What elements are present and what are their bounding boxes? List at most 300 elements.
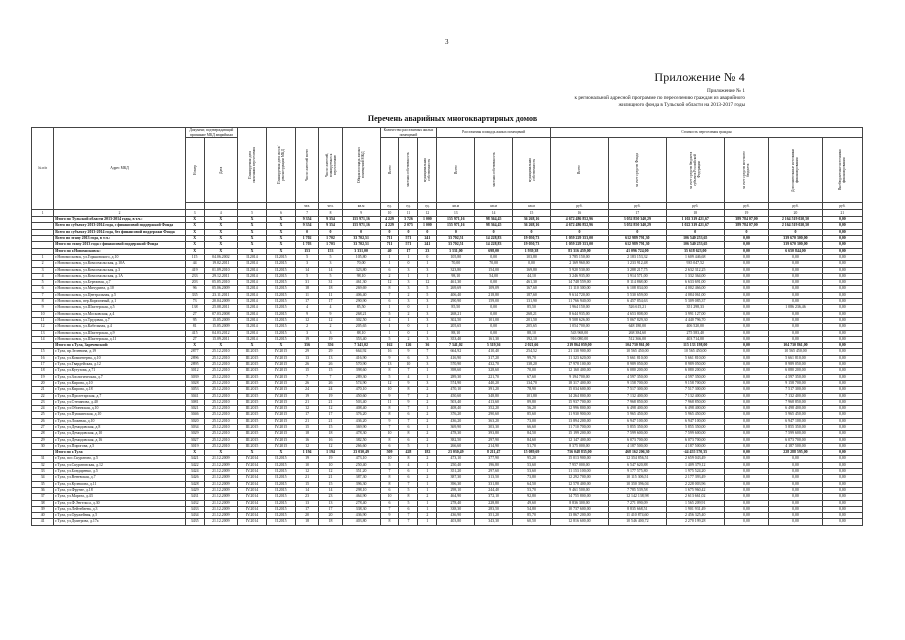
table-cell: 4: [380, 317, 399, 323]
table-cell: 1 939,38: [513, 248, 551, 254]
address-cell: г.Тула, ул.Дмитрова, д.17а: [54, 519, 185, 525]
table-cell: 26: [295, 380, 318, 386]
table-cell: 70,00: [475, 261, 513, 267]
header-cost-extra2: [822, 138, 862, 203]
table-cell: 711: [380, 242, 399, 248]
table-cell: 283,50: [475, 506, 513, 512]
table-cell: 54,00: [475, 273, 513, 279]
table-cell: 24: [32, 406, 54, 412]
table-cell: 12: [319, 406, 342, 412]
unit-cell: кв.м: [475, 203, 513, 210]
table-cell: 15 089,69: [513, 450, 551, 456]
table-cell: 396,30: [437, 481, 475, 487]
table-cell: 19: [319, 456, 342, 462]
table-cell: 6 633 691,00: [666, 280, 724, 286]
table-cell: 11 710 700,00: [550, 424, 608, 430]
table-cell: 0,00: [822, 317, 862, 323]
table-cell: 8: [399, 494, 418, 500]
table-cell: 7 599 600,00: [608, 431, 666, 437]
table-cell: 0,00: [822, 292, 862, 298]
table-cell: 9: [295, 311, 318, 317]
table-cell: 241: [418, 242, 437, 248]
table-cell: 0,00: [822, 236, 862, 242]
table-cell: 8: [380, 286, 399, 292]
table-cell: 0,00: [724, 462, 769, 468]
table-cell: 7: [380, 292, 399, 298]
table-cell: 10 546 400,72: [608, 519, 666, 525]
table-cell: 5 319,36: [475, 343, 513, 349]
header-residents: [295, 128, 318, 203]
table-cell: IV.2014: [238, 506, 267, 512]
table-cell: 0: [399, 305, 418, 311]
table-cell: 396,30: [342, 481, 380, 487]
table-cell: 1 914 571,00: [608, 273, 666, 279]
table-cell: 29: [32, 437, 54, 443]
table-cell: 2896: [185, 355, 204, 361]
table-cell: X: [266, 236, 295, 242]
subtitle-line: Приложение № 1: [707, 88, 745, 94]
table-cell: 115 133 198,00: [666, 343, 724, 349]
table-cell: 8 644 935,00: [550, 311, 608, 317]
table-cell: 21.12.2009: [204, 519, 237, 525]
table-cell: 0,00: [769, 519, 822, 525]
table-cell: 155 971,16: [437, 217, 475, 223]
table-cell: 15 034 600,00: [550, 387, 608, 393]
table-cell: 9: [399, 380, 418, 386]
table-cell: 473,10: [342, 456, 380, 462]
table-cell: 0,00: [769, 469, 822, 475]
unit-cell: кв.м: [342, 203, 380, 210]
table-cell: 0,00: [769, 481, 822, 487]
table-cell: III.2015: [238, 437, 267, 443]
table-cell: 182: [418, 450, 437, 456]
table-cell: 0,00: [724, 374, 769, 380]
table-cell: 6 947 100,00: [666, 418, 724, 424]
table-body: [32, 217, 863, 526]
table-cell: 6 073 700,00: [608, 437, 666, 443]
table-cell: 1 194: [319, 450, 342, 456]
table-cell: 403 714,00: [666, 336, 724, 342]
address-cell: г.Тула, ул.Веневская, д.7: [54, 475, 185, 481]
column-number-cell: 1: [32, 210, 54, 217]
table-cell: 6: [399, 469, 418, 475]
header-area-total2: [437, 138, 475, 203]
table-cell: 19: [295, 456, 318, 462]
table-cell: 14 228,83: [475, 242, 513, 248]
table-cell: 04.06.2002: [204, 254, 237, 260]
table-cell: 4 672 486 852,96: [550, 217, 608, 223]
table-cell: 40: [380, 248, 399, 254]
table-cell: 201,50: [513, 317, 551, 323]
table-cell: 0,00: [822, 311, 862, 317]
table-cell: 9: [380, 418, 399, 424]
table-cell: X: [204, 248, 237, 254]
table-cell: 131,90: [513, 299, 551, 305]
table-cell: 0,00: [822, 437, 862, 443]
table-cell: 3 726: [399, 217, 418, 223]
table-cell: 18 317 400,00: [550, 380, 608, 386]
table-cell: III.2015: [238, 368, 267, 374]
table-cell: 6: [380, 443, 399, 449]
table-cell: III.2015: [238, 443, 267, 449]
table-cell: 0,00: [724, 380, 769, 386]
table-cell: III.2015: [238, 431, 267, 437]
table-cell: 7 132 400,00: [608, 393, 666, 399]
table-cell: 363,20: [475, 418, 513, 424]
table-cell: 0: [550, 229, 608, 235]
table-cell: II.2015: [266, 280, 295, 286]
table-cell: IV.2015: [266, 399, 295, 405]
data-table: [31, 127, 863, 526]
column-number-cell: 20: [769, 210, 822, 217]
table-cell: 5 067 829,30: [608, 317, 666, 323]
table-cell: 290,90: [437, 299, 475, 305]
table-cell: 464,90: [437, 494, 475, 500]
address-cell: г.Тула, ул.Пушкинская, д.10: [54, 412, 185, 418]
table-cell: 21: [319, 418, 342, 424]
table-cell: 13: [295, 355, 318, 361]
table-cell: 0,00: [724, 242, 769, 248]
table-cell: 0,00: [769, 261, 822, 267]
table-cell: 3027: [185, 437, 204, 443]
table-cell: 0,00: [475, 330, 513, 336]
table-cell: 4 084 061,00: [666, 292, 724, 298]
table-cell: 1: [418, 519, 437, 525]
table-cell: 0,00: [822, 267, 862, 273]
table-cell: 25.12.2010: [204, 437, 237, 443]
table-cell: 18: [319, 286, 342, 292]
table-cell: 7 968 850,00: [666, 399, 724, 405]
table-cell: 0,00: [724, 324, 769, 330]
table-cell: 22: [32, 393, 54, 399]
table-cell: 3: [295, 261, 318, 267]
table-cell: 0,00: [724, 330, 769, 336]
table-cell: 416,90: [342, 355, 380, 361]
table-cell: 16: [380, 349, 399, 355]
unit-cell: [266, 203, 295, 210]
table-cell: 88,10: [342, 330, 380, 336]
table-cell: 233: [185, 273, 204, 279]
table-cell: 5: [319, 254, 342, 260]
table-cell: 15: [319, 424, 342, 430]
table-cell: IV.2014: [238, 513, 267, 519]
table-cell: IV.2015: [266, 437, 295, 443]
table-cell: 3426: [185, 475, 204, 481]
table-cell: 0,00: [822, 380, 862, 386]
table-cell: 8: [399, 387, 418, 393]
table-cell: 101,80: [513, 393, 551, 399]
table-cell: II.2015: [266, 305, 295, 311]
table-cell: 49,60: [513, 500, 551, 506]
address-cell: г.Тула, ул.Бондаренко, д.5: [54, 469, 185, 475]
table-cell: 14: [319, 487, 342, 493]
table-cell: 64,50: [513, 481, 551, 487]
table-cell: 115: [185, 254, 204, 260]
table-cell: 0,00: [724, 500, 769, 506]
table-cell: X: [204, 223, 237, 229]
table-cell: 2: [319, 324, 342, 330]
table-cell: 7 341,02: [342, 343, 380, 349]
table-cell: 278,40: [437, 500, 475, 506]
table-cell: 289,30: [342, 374, 380, 380]
table-cell: 10: [399, 362, 418, 368]
table-cell: 0: [475, 229, 513, 235]
table-cell: 6 080 200,00: [608, 368, 666, 374]
table-cell: 17: [399, 248, 418, 254]
table-cell: 73,00: [513, 418, 551, 424]
table-cell: 3 288 217,75: [608, 267, 666, 273]
group-total-row: [32, 223, 863, 229]
header-rooms-municipal: [418, 138, 437, 203]
table-cell: 7 132 400,00: [666, 393, 724, 399]
header-planned-demolition: [266, 128, 295, 203]
table-cell: 351 298,33: [666, 305, 724, 311]
table-cell: 2: [418, 431, 437, 437]
header-residents-label: Число жителей всего: [305, 148, 310, 182]
table-cell: 353,40: [437, 336, 475, 342]
table-cell: IV.2014: [238, 500, 267, 506]
table-cell: 2: [418, 387, 437, 393]
table-cell: 3: [319, 330, 342, 336]
table-cell: 2: [399, 336, 418, 342]
table-cell: 297,60: [475, 469, 513, 475]
table-cell: 450,60: [342, 393, 380, 399]
table-cell: II.2014: [238, 317, 267, 323]
table-cell: 7: [380, 469, 399, 475]
table-cell: 126: [399, 343, 418, 349]
header-address: Адрес МКД: [54, 128, 185, 210]
table-cell: 12: [319, 469, 342, 475]
table-cell: 95: [185, 317, 204, 323]
table-cell: 2 177 393,49: [666, 475, 724, 481]
table-cell: 24: [295, 387, 318, 393]
table-cell: 1 194: [295, 450, 318, 456]
table-cell: 3: [418, 311, 437, 317]
table-cell: 2 270 199,28: [666, 519, 724, 525]
column-number-cell: 18: [666, 210, 724, 217]
table-cell: X: [185, 343, 204, 349]
table-cell: 70,00: [437, 261, 475, 267]
column-number-cell: 14: [475, 210, 513, 217]
header-area-private-label: частная собственность: [491, 152, 496, 188]
table-cell: 0: [380, 229, 399, 235]
table-cell: 05.05.2010: [204, 280, 237, 286]
table-cell: IV.2015: [266, 393, 295, 399]
table-cell: 9 177 575,80: [608, 469, 666, 475]
table-cell: 1 975 524,20: [666, 469, 724, 475]
table-cell: 17: [295, 299, 318, 305]
table-cell: 0,00: [822, 418, 862, 424]
table-cell: 21.12.2009: [204, 456, 237, 462]
table-cell: 15.05.2009: [204, 324, 237, 330]
unit-cell: руб.: [608, 203, 666, 210]
table-cell: 7 968 850,00: [769, 399, 822, 405]
table-cell: 85,60: [513, 412, 551, 418]
table-cell: 31: [295, 280, 318, 286]
table-cell: 4 440 796,70: [666, 317, 724, 323]
table-cell: 0,00: [769, 254, 822, 260]
table-cell: 17 978 100,00: [550, 362, 608, 368]
table-cell: 711: [380, 236, 399, 242]
table-cell: IV.2014: [238, 481, 267, 487]
column-number-cell: 13: [437, 210, 475, 217]
table-cell: 12: [380, 280, 399, 286]
table-cell: 15: [319, 368, 342, 374]
table-cell: 1: [380, 261, 399, 267]
table-cell: 7 517 300,00: [608, 387, 666, 393]
table-cell: X: [185, 229, 204, 235]
table-cell: 32: [32, 462, 54, 468]
table-cell: 1 332 364,00: [666, 273, 724, 279]
table-cell: 9 158 700,00: [608, 380, 666, 386]
table-cell: 14 264 800,00: [550, 393, 608, 399]
table-cell: 2: [418, 418, 437, 424]
address-cell: г.Тула, ул.Ф.Энгельса, д.30: [54, 500, 185, 506]
table-cell: 0,00: [769, 494, 822, 500]
table-cell: 19 050,73: [513, 236, 551, 242]
table-cell: 15: [295, 424, 318, 430]
table-cell: 0,00: [724, 280, 769, 286]
header-rooms-group-label: Количество расселяемых жилых помещений: [383, 128, 434, 137]
table-cell: 461,30: [437, 280, 475, 286]
table-cell: 0,00: [724, 299, 769, 305]
address-cell: г.Тула, ул.Кирова, д.18: [54, 387, 185, 393]
table-cell: X: [238, 223, 267, 229]
table-cell: 21.12.2009: [204, 487, 237, 493]
table-cell: 297,90: [475, 437, 513, 443]
table-cell: 10: [380, 431, 399, 437]
column-number-cell: 16: [550, 210, 608, 217]
table-cell: 574,90: [437, 380, 475, 386]
table-cell: 266,60: [437, 443, 475, 449]
table-cell: 27: [185, 336, 204, 342]
address-cell: г.Новомосковск, ул.Шахтерская, д.9: [54, 330, 185, 336]
table-cell: 6: [380, 299, 399, 305]
header-cost-local-label: за счет средств местного бюджета: [742, 151, 751, 190]
table-cell: II.2015: [266, 336, 295, 342]
table-cell: 8: [380, 481, 399, 487]
table-cell: 19.02.2011: [204, 261, 237, 267]
table-cell: 5 309 085,37: [666, 299, 724, 305]
table-cell: 51,70: [513, 443, 551, 449]
table-cell: X: [238, 343, 267, 349]
table-cell: 3 991 127,00: [666, 311, 724, 317]
table-cell: 105,80: [342, 254, 380, 260]
table-cell: 7: [399, 418, 418, 424]
table-cell: 0,00: [822, 336, 862, 342]
table-cell: 1 702: [319, 236, 342, 242]
table-cell: 0: [418, 229, 437, 235]
table-cell: 3 331,00: [342, 248, 380, 254]
address-cell: г.Тула, ул.Гвардейская, д.12: [54, 362, 185, 368]
table-cell: X: [185, 248, 204, 254]
table-cell: 0,00: [822, 229, 862, 235]
table-cell: 5 855 350,00: [608, 424, 666, 430]
table-cell: II.2014: [238, 299, 267, 305]
table-cell: 406,40: [437, 292, 475, 298]
table-cell: 07.03.2008: [204, 311, 237, 317]
table-cell: 99,70: [513, 355, 551, 361]
table-cell: 0,00: [724, 355, 769, 361]
address-cell: г.Тула, ул.Ложевая, д.10: [54, 418, 185, 424]
table-cell: 13: [319, 355, 342, 361]
address-cell: г.Новомосковск, ул.Мичурина, д.10: [54, 286, 185, 292]
table-cell: 2 075: [399, 223, 418, 229]
address-cell: г.Тула, ул.Фрунзе, д.18: [54, 487, 185, 493]
table-cell: 25.12.2010: [204, 393, 237, 399]
table-cell: 7: [380, 424, 399, 430]
table-cell: II.2014: [238, 267, 267, 273]
address-cell: Всего по субъекту 2013-2014 года, без финансовой поддержки Фонда: [54, 229, 185, 235]
table-cell: 9 194 700,00: [550, 374, 608, 380]
table-cell: 38: [32, 500, 54, 506]
address-cell: г.Тула, ул.Пирогова, д.5: [54, 443, 185, 449]
table-cell: X: [266, 343, 295, 349]
table-cell: 153: [319, 248, 342, 254]
table-cell: III.2015: [238, 406, 267, 412]
table-cell: 389 784 07,00: [724, 223, 769, 229]
table-cell: 2 659 043,49: [666, 456, 724, 462]
table-cell: II.2014: [238, 330, 267, 336]
table-cell: 15: [295, 368, 318, 374]
column-number-cell: 10: [380, 210, 399, 217]
table-cell: 2 164 519 020,50: [769, 223, 822, 229]
table-cell: 268,21: [342, 311, 380, 317]
table-cell: 328,60: [475, 368, 513, 374]
table-cell: 36 268,16: [513, 217, 551, 223]
table-cell: 33 702,51: [342, 242, 380, 248]
table-cell: 19: [32, 374, 54, 380]
table-cell: 7 968 850,00: [608, 399, 666, 405]
table-cell: 4 597 350,00: [608, 374, 666, 380]
header-cost-fund-label: за счет средств Фонда: [635, 153, 640, 188]
table-cell: 509: [380, 450, 399, 456]
table-cell: X: [204, 229, 237, 235]
table-cell: 25.12.2010: [204, 399, 237, 405]
table-cell: II.2015: [266, 317, 295, 323]
table-cell: 335: [185, 292, 204, 298]
table-cell: 3: [399, 267, 418, 273]
table-cell: II.2015: [266, 254, 295, 260]
table-cell: 664,92: [437, 349, 475, 355]
table-cell: IV.2015: [266, 368, 295, 374]
table-cell: 2: [418, 475, 437, 481]
table-cell: 0,00: [724, 273, 769, 279]
table-cell: 8 989 050,00: [769, 362, 822, 368]
table-cell: 196,80: [475, 462, 513, 468]
address-cell: г.Тула, пос.Скуратово, д.5: [54, 456, 185, 462]
table-cell: X: [204, 343, 237, 349]
table-cell: 1 054 700,00: [550, 324, 608, 330]
table-cell: 6: [399, 437, 418, 443]
table-cell: 3: [418, 355, 437, 361]
table-cell: 3046: [185, 412, 204, 418]
table-cell: 3: [418, 362, 437, 368]
table-cell: 313,50: [475, 475, 513, 481]
table-cell: 41 096 724,00: [608, 248, 666, 254]
table-cell: 18: [32, 368, 54, 374]
table-cell: 0,00: [822, 487, 862, 493]
table-cell: 1 059 229 353,00: [550, 242, 608, 248]
table-cell: 382,50: [437, 437, 475, 443]
table-cell: 8 114 868,00: [608, 280, 666, 286]
table-cell: 2 183 153,32: [608, 254, 666, 260]
table-cell: 167,60: [513, 286, 551, 292]
table-cell: 25: [32, 412, 54, 418]
header-doc-group-label: Документ, подтверждающий признание МКД аварийным: [189, 128, 234, 137]
table-cell: 0,00: [724, 412, 769, 418]
table-cell: 0,00: [822, 412, 862, 418]
